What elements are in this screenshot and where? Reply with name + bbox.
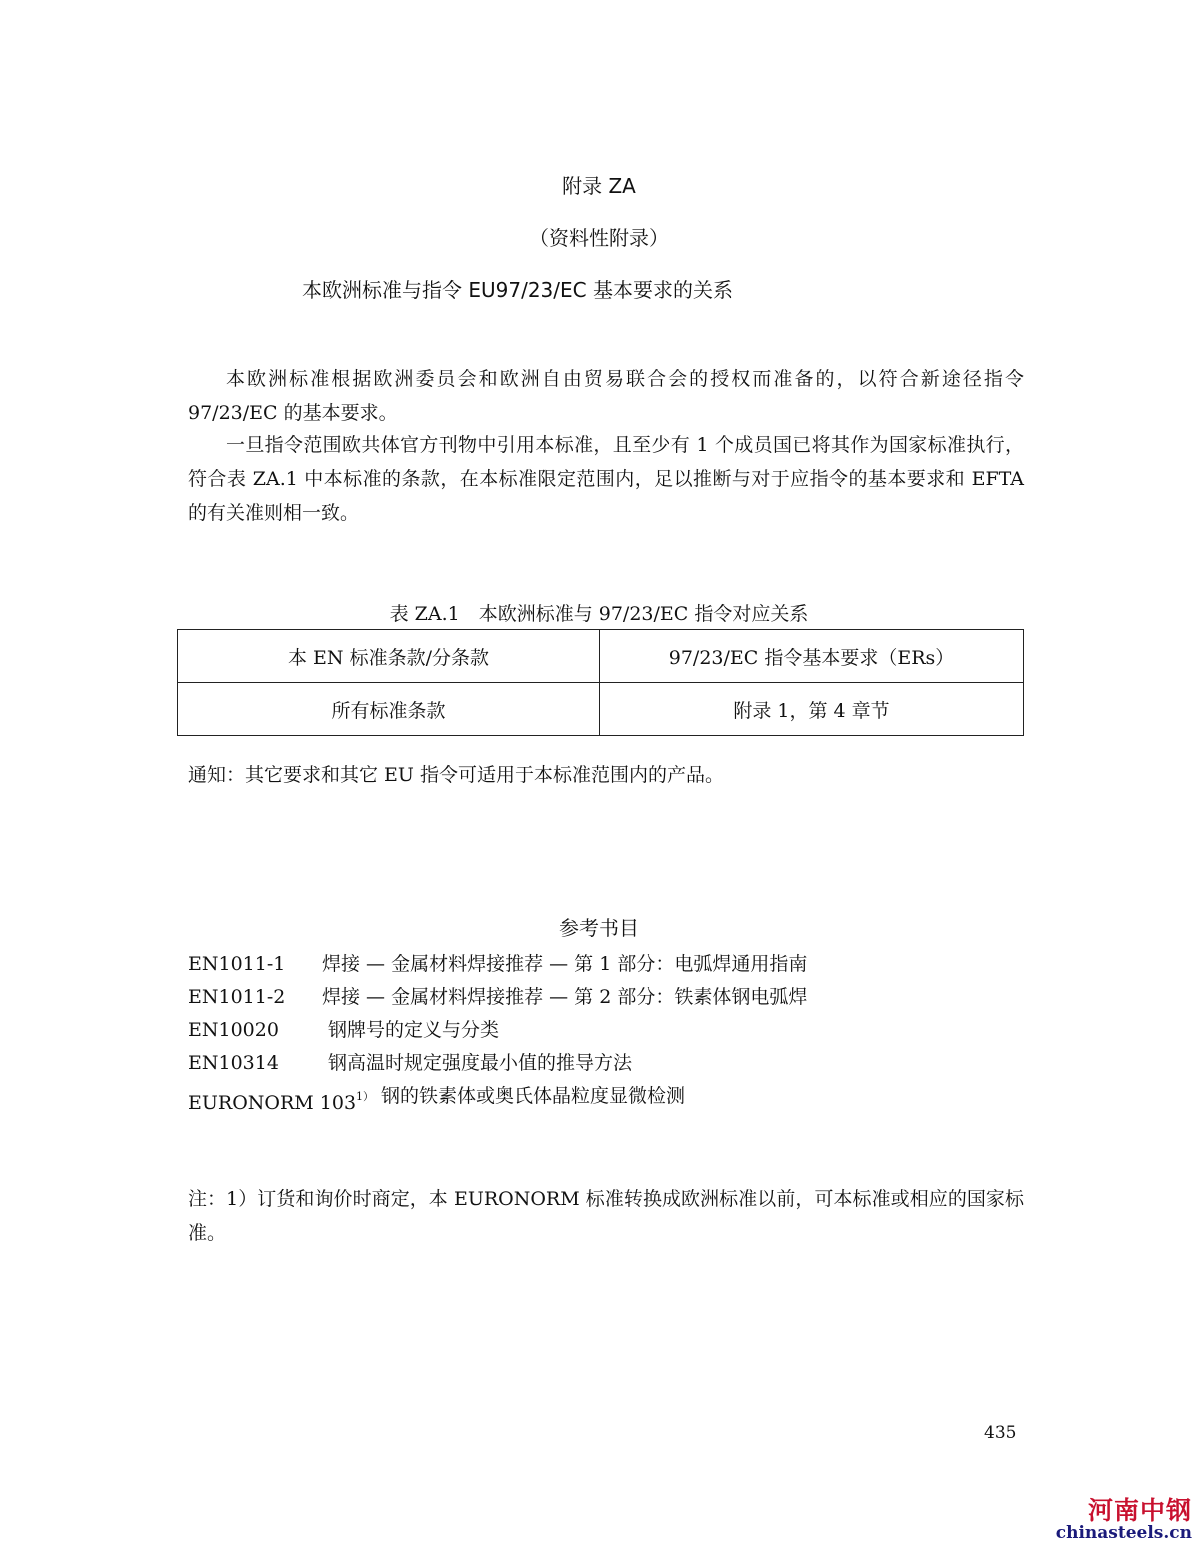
notice-text: 通知：其它要求和其它 EU 指令可适用于本标准范围内的产品。	[188, 764, 724, 786]
reference-title: 钢高温时规定强度最小值的推导方法	[328, 1052, 633, 1074]
table-cell: 所有标准条款	[178, 683, 600, 736]
reference-code: EN1011-2	[188, 986, 286, 1008]
reference-title: 焊接 — 金属材料焊接推荐 — 第 2 部分：铁素体钢电弧焊	[322, 986, 808, 1008]
page-number: 435	[984, 1423, 1017, 1443]
table-header-cell: 本 EN 标准条款/分条款	[178, 630, 600, 683]
table-header-cell: 97/23/EC 指令基本要求（ERs）	[600, 630, 1024, 683]
table-caption: 表 ZA.1 本欧洲标准与 97/23/EC 指令对应关系	[389, 603, 809, 625]
correspondence-table	[177, 629, 1024, 736]
watermark	[1056, 1497, 1192, 1542]
paragraph-2: 一旦指令范围欧共体官方刊物中引用本标准，且至少有 1 个成员国已将其作为国家标准执行，符合表 ZA.1 中本标准的条款，在本标准限定范围内，足以推断与对于应指令的基本要求和 EFTA 的有关准则相一致。	[188, 434, 1024, 524]
reference-title: 钢的铁素体或奥氏体晶粒度显微检测	[381, 1085, 686, 1107]
paragraph-1: 本欧洲标准根据欧洲委员会和欧洲自由贸易联合会的授权而准备的，以符合新途径指令 97/23/EC 的基本要求。	[188, 368, 1024, 424]
footnote-text: 注：1）订货和询价时商定，本 EURONORM 标准转换成欧洲标准以前，可本标准或相应的国家标准。	[188, 1188, 1024, 1244]
reference-code-text: EURONORM 103	[188, 1092, 357, 1114]
reference-title: 钢牌号的定义与分类	[328, 1019, 500, 1041]
reference-title: 焊接 — 金属材料焊接推荐 — 第 1 部分：电弧焊通用指南	[322, 953, 808, 975]
annex-subtitle: （资料性附录）	[529, 226, 669, 250]
annex-title: 附录 ZA	[562, 174, 636, 198]
reference-code: EN10314	[188, 1052, 279, 1074]
reference-code: EN1011-1	[188, 953, 286, 975]
table-cell: 附录 1，第 4 章节	[600, 683, 1024, 736]
footnote-marker: 1）	[356, 1090, 375, 1103]
watermark-url: chinasteels.cn	[1055, 1523, 1192, 1543]
table-header-row	[178, 630, 1024, 683]
table-row	[178, 683, 1024, 736]
reference-code: EN10020	[188, 1019, 279, 1041]
reference-code	[188, 1080, 374, 1120]
bibliography-title: 参考书目	[559, 916, 639, 940]
watermark-logo: 河南中钢	[1087, 1496, 1192, 1525]
annex-heading: 本欧洲标准与指令 EU97/23/EC 基本要求的关系	[302, 278, 733, 302]
